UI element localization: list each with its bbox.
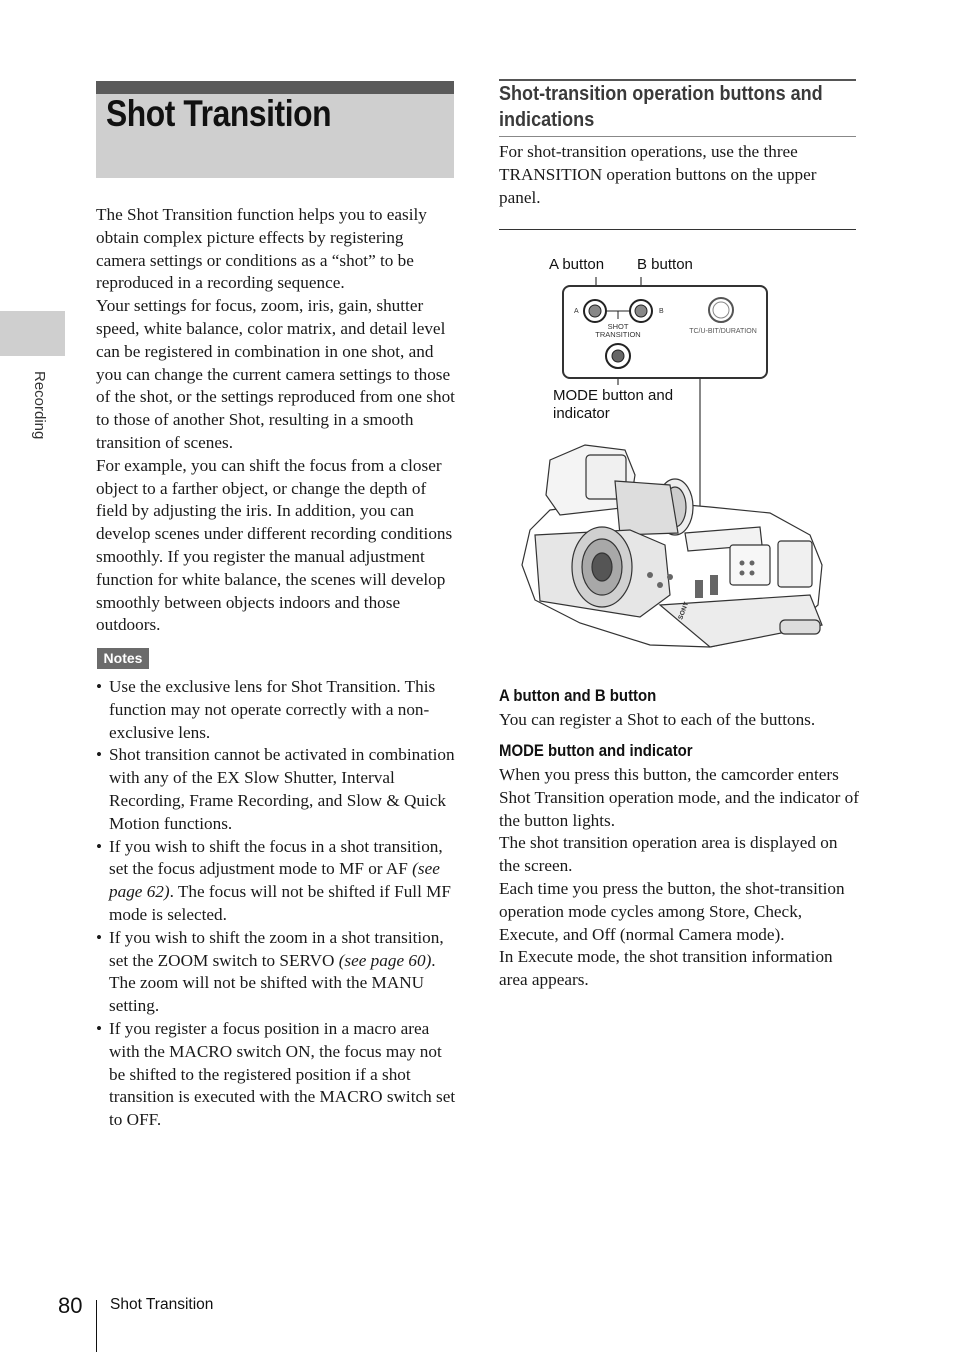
notes-list bbox=[96, 676, 456, 1132]
panel-shot-text: SHOT bbox=[607, 322, 629, 331]
note-text: If you wish to shift the focus in a shot transition, set the focus adjustment mode to MF or AF bbox=[109, 836, 443, 879]
note-text: . The zoom will not be shifted with the MANU setting. bbox=[109, 950, 436, 1016]
side-tab bbox=[0, 311, 65, 356]
mode-button-heading: MODE button and indicator bbox=[499, 741, 693, 760]
intro-paragraph: The Shot Transition function helps you to easily obtain complex picture effects by registering camera settings or conditions as a “shot” to be reproduced in a recording sequence. bbox=[96, 205, 427, 293]
note-item bbox=[96, 927, 456, 1018]
camcorder-figure bbox=[510, 245, 850, 665]
mode-button-label: indicator bbox=[553, 405, 610, 422]
footer-rule bbox=[96, 1300, 97, 1352]
camcorder-illustration bbox=[510, 245, 850, 665]
mode-paragraph: Each time you press the button, the shot-transition operation mode cycles among Store, Check, Execute, and Off (normal Camera mode). bbox=[499, 878, 845, 944]
mode-paragraph: In Execute mode, the shot transition information area appears. bbox=[499, 947, 833, 990]
panel-b-text: B bbox=[659, 308, 664, 315]
page-number: 80 bbox=[58, 1293, 83, 1318]
intro-text bbox=[96, 204, 456, 637]
note-text: If you wish to shift the zoom in a shot transition, set the ZOOM switch to SERVO bbox=[109, 927, 444, 970]
mode-button-body bbox=[499, 764, 859, 992]
a-b-button-body: You can register a Shot to each of the buttons. bbox=[499, 710, 816, 729]
a-button-label: A button bbox=[549, 256, 605, 273]
section-intro: For shot-transition operations, use the three TRANSITION operation buttons on the upper panel. bbox=[499, 142, 817, 207]
a-b-button-heading: A button and B button bbox=[499, 686, 657, 705]
section-rule bbox=[499, 136, 856, 137]
brand-text: SONY bbox=[677, 600, 691, 621]
panel-a-text: A bbox=[574, 308, 579, 315]
note-item: • Use the exclusive lens for Shot Transition. This function may not operate correctly with a non-exclusive lens. bbox=[96, 676, 456, 744]
mode-button-label: MODE button and bbox=[553, 387, 674, 404]
page-reference-link[interactable]: (see page 60) bbox=[338, 950, 432, 970]
note-text: . The focus will not be shifted if Full MF mode is selected. bbox=[109, 882, 451, 924]
side-tab-label: Recording bbox=[31, 371, 48, 440]
page-reference-link[interactable]: (see page 62) bbox=[109, 859, 440, 902]
intro-paragraph: Your settings for focus, zoom, iris, gain, shutter speed, white balance, color matrix, and detail level can be registered in combination in one shot, and you can change the current camera settings to those of the shot, or the settings reproduced from one shot to those of another Shot, resulting in a smooth transition of scenes. bbox=[96, 296, 455, 452]
note-item: • Shot transition cannot be activated in combination with any of the EX Slow Shutter, Interval Recording, Frame Recording, and Slow & Quick Motion functions. bbox=[96, 744, 456, 835]
panel-tc-text: TC/U-BIT/DURATION bbox=[689, 328, 757, 335]
panel-transition-text: TRANSITION bbox=[595, 330, 641, 339]
figure-rule bbox=[499, 229, 856, 230]
title-block bbox=[96, 81, 454, 178]
footer-title: Shot Transition bbox=[110, 1296, 214, 1313]
note-item: • If you register a focus position in a macro area with the MACRO switch ON, the focus may not be shifted to the registered position if a shot transition is executed with the MACRO switch set to OFF. bbox=[96, 1018, 456, 1132]
notes-badge: Notes bbox=[97, 648, 149, 669]
b-button-label: B button bbox=[637, 256, 693, 273]
intro-paragraph: For example, you can shift the focus from a closer object to a farther object, or change the depth of field by adjusting the iris. In addition, you can develop scenes under different recording conditions smoothly. If you register the manual adjustment function for white balance, the scenes will develop smoothly between objects indoors and those outdoors. bbox=[96, 455, 453, 635]
note-item bbox=[96, 836, 456, 927]
mode-paragraph: The shot transition operation area is displayed on the screen. bbox=[499, 833, 838, 876]
section-heading: Shot-transition operation buttons and indications bbox=[499, 82, 823, 131]
mode-paragraph: When you press this button, the camcorder enters Shot Transition operation mode, and the indicator of the button lights. bbox=[499, 765, 859, 830]
page-title: Shot Transition bbox=[106, 93, 332, 134]
